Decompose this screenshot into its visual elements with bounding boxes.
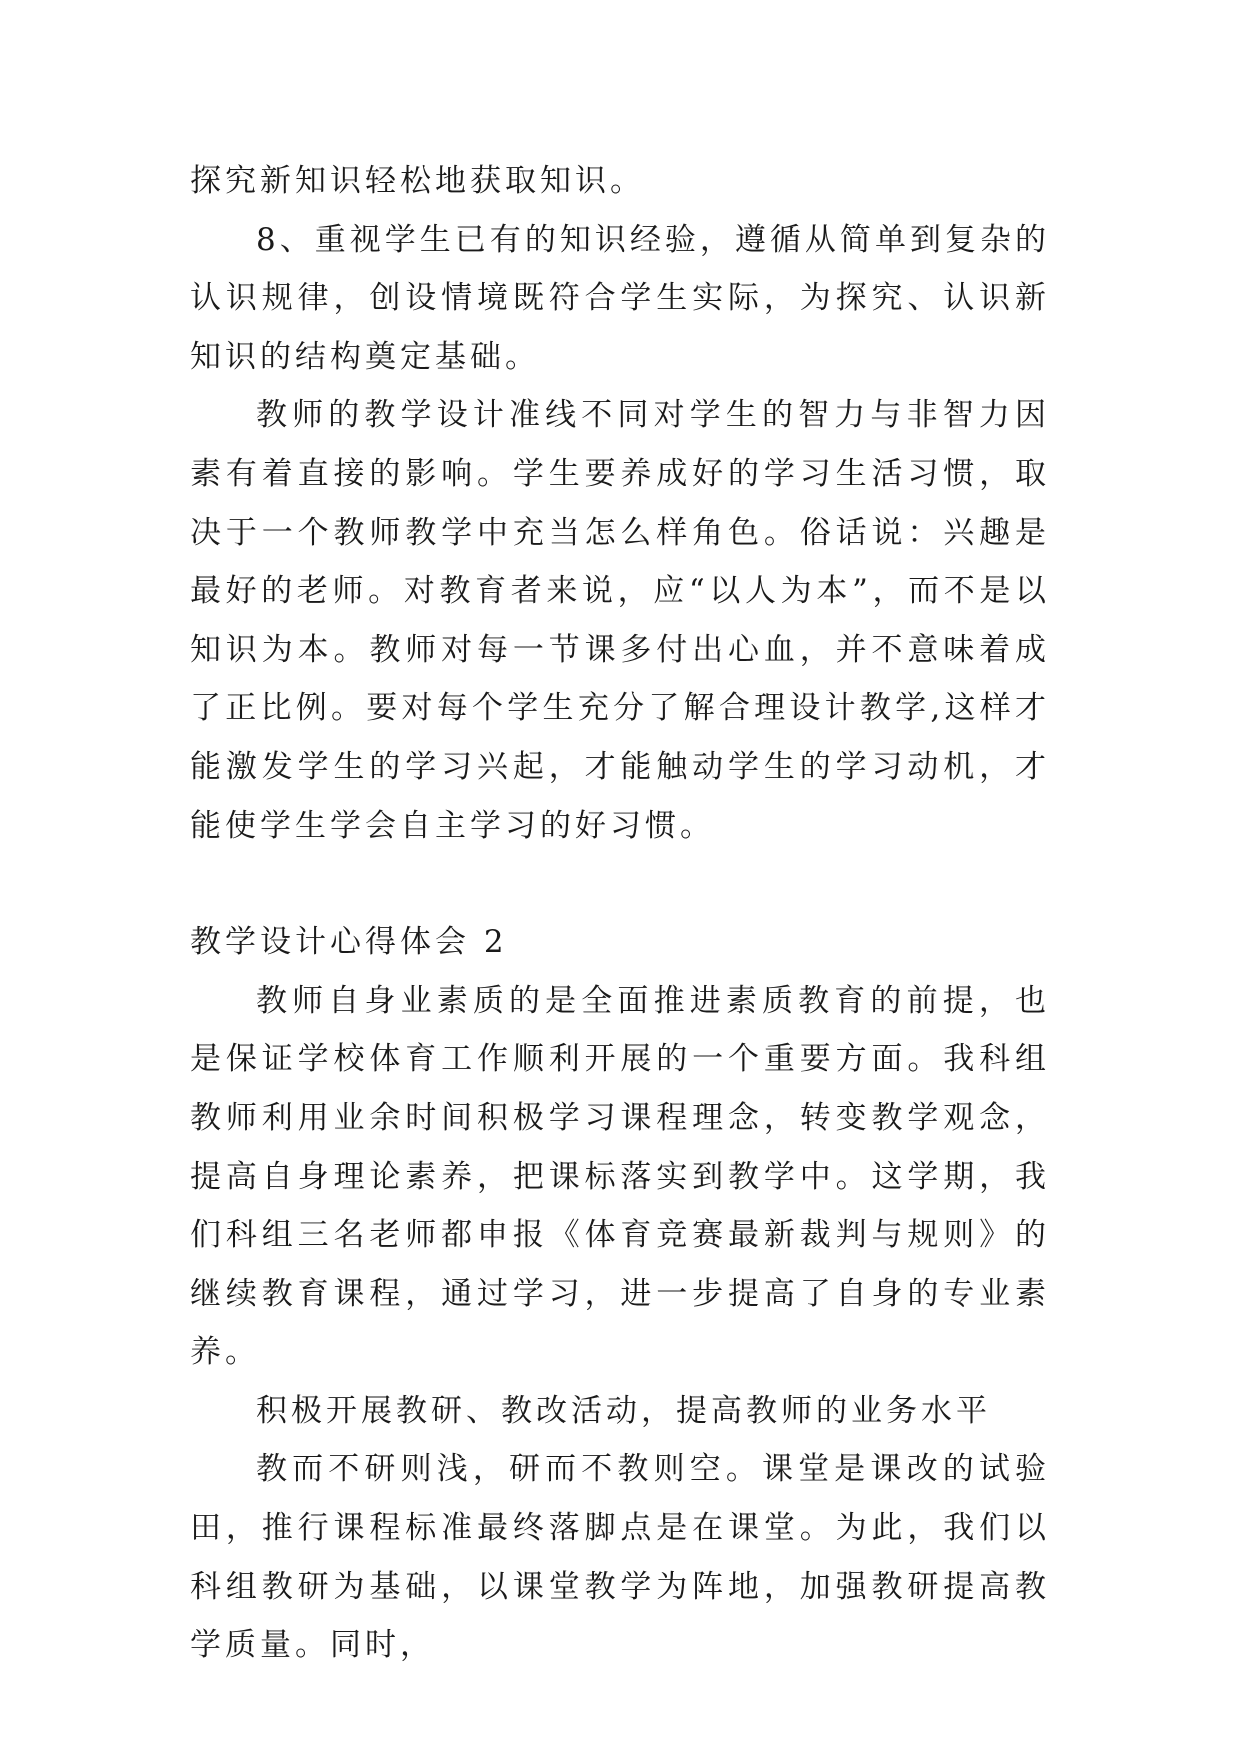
document-body — [190, 152, 1050, 1675]
paragraph-item-8: 8、重视学生已有的知识经验，遵循从简单到复杂的认识规律，创设情境既符合学生实际，为探究、认识新知识的结构奠定基础。 — [190, 221, 1050, 375]
paragraph-teacher-design: 教师的教学设计准线不同对学生的智力与非智力因素有着直接的影响。学生要养成好的学习生活习惯，取决于一个教师教学中充当怎么样角色。俗话说：兴趣是最好的老师。对教育者来说，应“以人为本”，而不是以知识为本。教师对每一节课多付出心血，并不意味着成了正比例。要对每个学生充分了解合理设计教学,这样才能激发学生的学习兴起，才能触动学生的学习动机，才能使学生学会自主学习的好习惯。 — [190, 397, 1050, 844]
section-spacer — [190, 855, 1050, 913]
section-title: 教学设计心得体会 2 — [190, 924, 508, 961]
paragraph-teacher-quality: 教师自身业素质的是全面推进素质教育的前提，也是保证学校体育工作顺利开展的一个重要方面。我科组教师利用业余时间积极学习课程理念，转变教学观念，提高自身理论素养，把课标落实到教学中。这学期，我们科组三名老师都申报《体育竞赛最新裁判与规则》的继续教育课程，通过学习，进一步提高了自身的专业素养。 — [190, 982, 1050, 1371]
paragraph-research: 教而不研则浅，研而不教则空。课堂是课改的试验田，推行课程标准最终落脚点是在课堂。为此，我们以科组教研为基础，以课堂教学为阵地，加强教研提高教学质量。同时， — [190, 1451, 1050, 1664]
paragraph-continuation: 探究新知识轻松地获取知识。 — [190, 163, 645, 199]
paragraph-subheading: 积极开展教研、教改活动，提高教师的业务水平 — [256, 1392, 991, 1429]
